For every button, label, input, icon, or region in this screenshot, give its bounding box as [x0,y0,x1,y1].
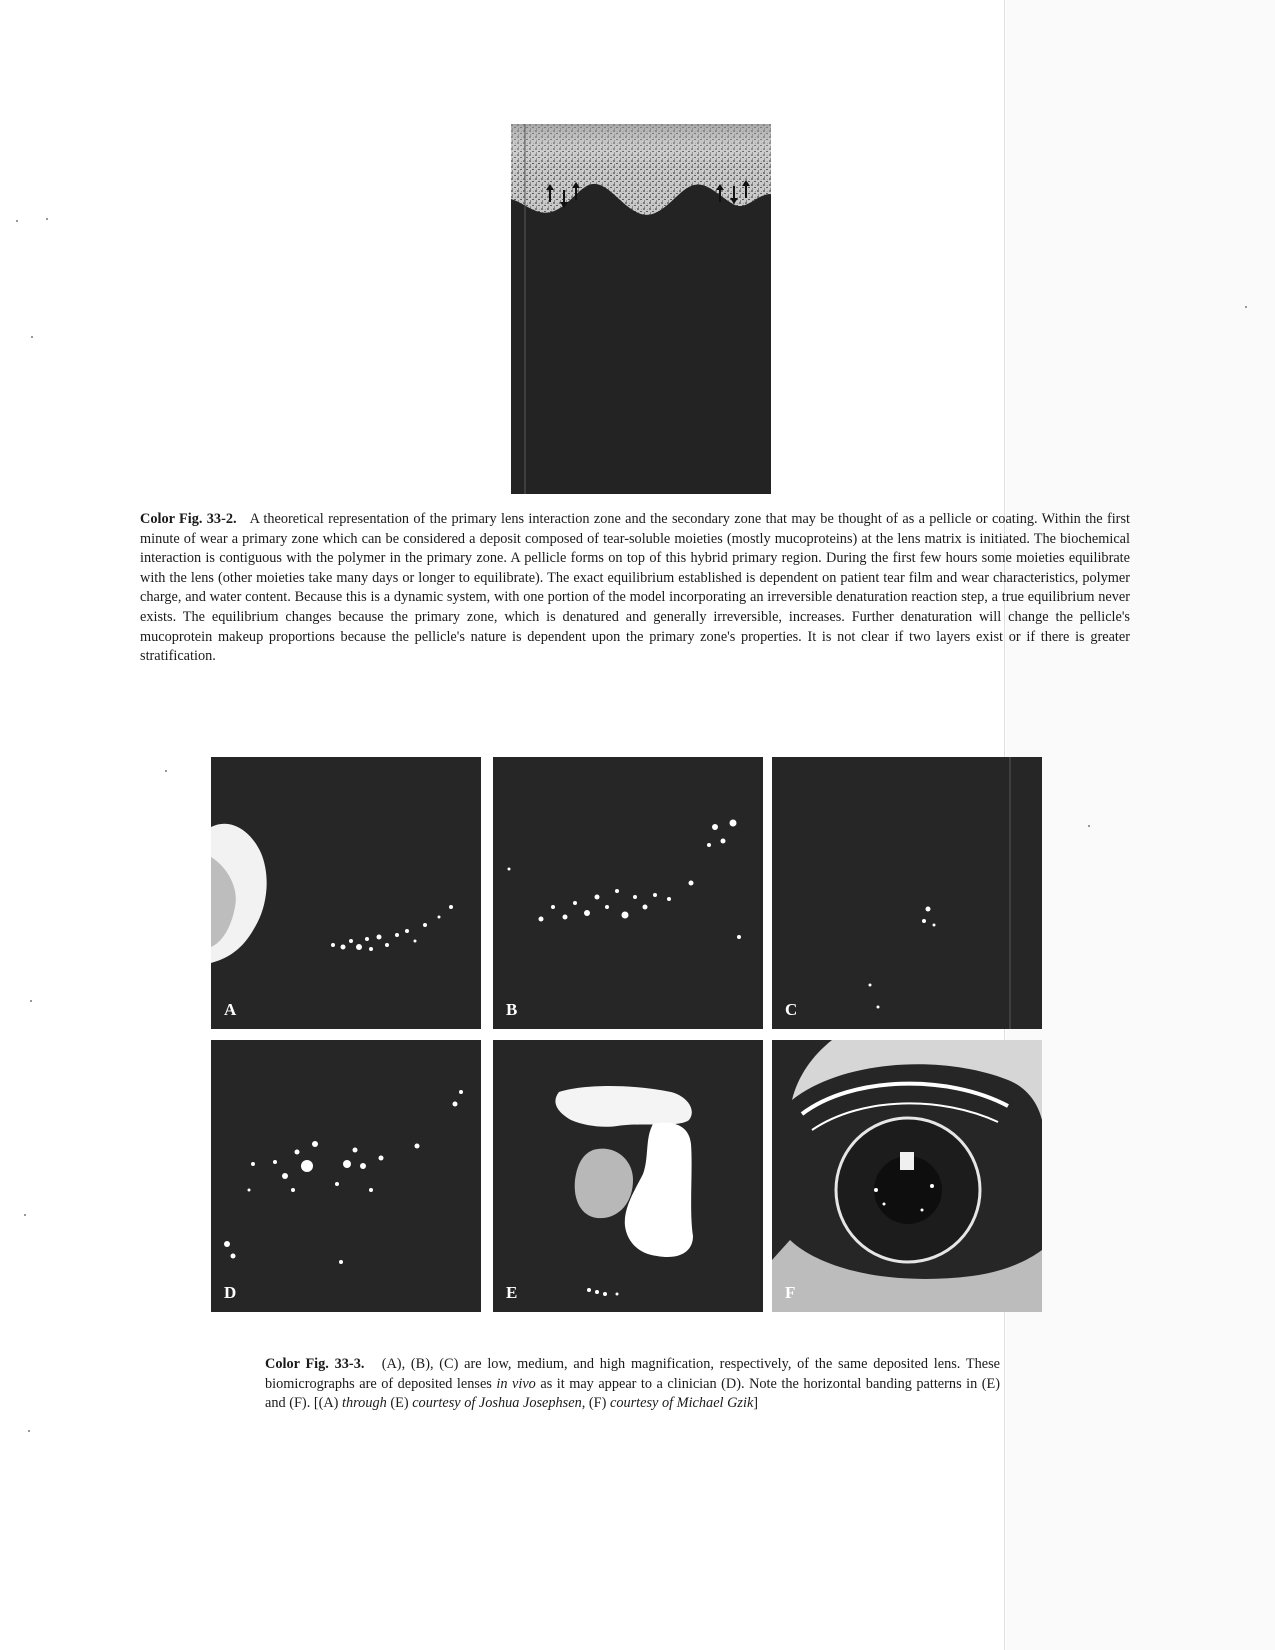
caption-text: A theoretical representation of the primary lens interaction zone and the secondary zone that may be thought of as a pellicle or coating. Within the first minute of wear a primary zone which can be considered a deposit composed of tear-soluble moieties (mostly mucoproteins) at the lens matrix is initiated. The biochemical interaction is contiguous with the polymer in the primary zone. A pellicle forms on top of this hybrid primary region. During the first few hours some moieties equilibrate with the lens (other moieties take many days or longer to equilibrate). The exact equilibrium established is dependent on patient tear film and wear characteristics, polymer charge, and water content. Because this is a dynamic system, with one portion of the model incorporating an irreversible denaturation reaction step, a true equilibrium never exists. The equilibrium changes because the primary zone, which is denatured and generally irreversible, increases. Further denaturation will change the pellicle's mucoprotein makeup proportions because the pellicle's nature is dependent upon the primary zone's properties. It is not clear if two layers exist or if there is greater stratification. [140,511,1130,665]
scan-speck [31,336,33,338]
scan-speck [1245,306,1247,308]
caption-text-part4: (F) [588,1395,607,1412]
panel-letter-a: A [224,1000,237,1019]
figure-33-3-caption [265,1355,1000,1414]
caption-label: Color Fig. 33-3. [265,1356,365,1372]
caption-label: Color Fig. 33-2. [140,511,237,527]
pellicle-shading [511,124,771,164]
caption-text-part3: (E) [390,1395,409,1412]
scan-speck [165,770,167,772]
panel-letter-b: B [506,1000,518,1019]
panel-f [772,1040,1042,1312]
panel-e-image [493,1040,763,1312]
figure-33-2-caption [140,510,1130,667]
panel-letter-e: E [506,1283,518,1302]
panel-e [493,1040,763,1312]
caption-end: ] [753,1395,759,1412]
panel-letter-f: F [785,1283,796,1302]
caption-italic-courtesy-2: courtesy of Michael Gzik [609,1395,754,1412]
scan-speck [46,218,48,220]
panel-letter-c: C [785,1000,798,1019]
scan-speck [28,1430,30,1432]
scan-speck [16,220,18,222]
caption-text-part2: as it may appear to a clinician (D). Note the horizontal banding patterns in (E) and (F). [(A) [265,1375,1001,1412]
panel-c-image [772,757,1042,1029]
scan-speck [1088,825,1090,827]
panel-a [211,757,481,1029]
panel-d-image [211,1040,481,1312]
scan-speck [24,1214,26,1216]
lens-zone-diagram [511,124,771,494]
caption-italic-in-vivo: in vivo [496,1375,536,1392]
panel-f-image [772,1040,1042,1312]
caption-italic-courtesy-1: courtesy of Joshua Josephsen, [412,1395,586,1412]
figure-33-2-illustration [511,124,771,494]
panel-a-image [211,757,481,1029]
caption-text-part1: (A), (B), (C) are low, medium, and high magnification, respectively, of the same deposited lens. These biomicrographs are of deposited lenses [265,1356,1000,1392]
scan-speck [30,1000,32,1002]
panel-c [772,757,1042,1029]
caption-italic-through: through [342,1395,387,1412]
panel-b [493,757,763,1029]
panel-d [211,1040,481,1312]
panel-letter-d: D [224,1283,237,1302]
scan-shadow [1006,0,1275,1650]
panel-b-image [493,757,763,1029]
